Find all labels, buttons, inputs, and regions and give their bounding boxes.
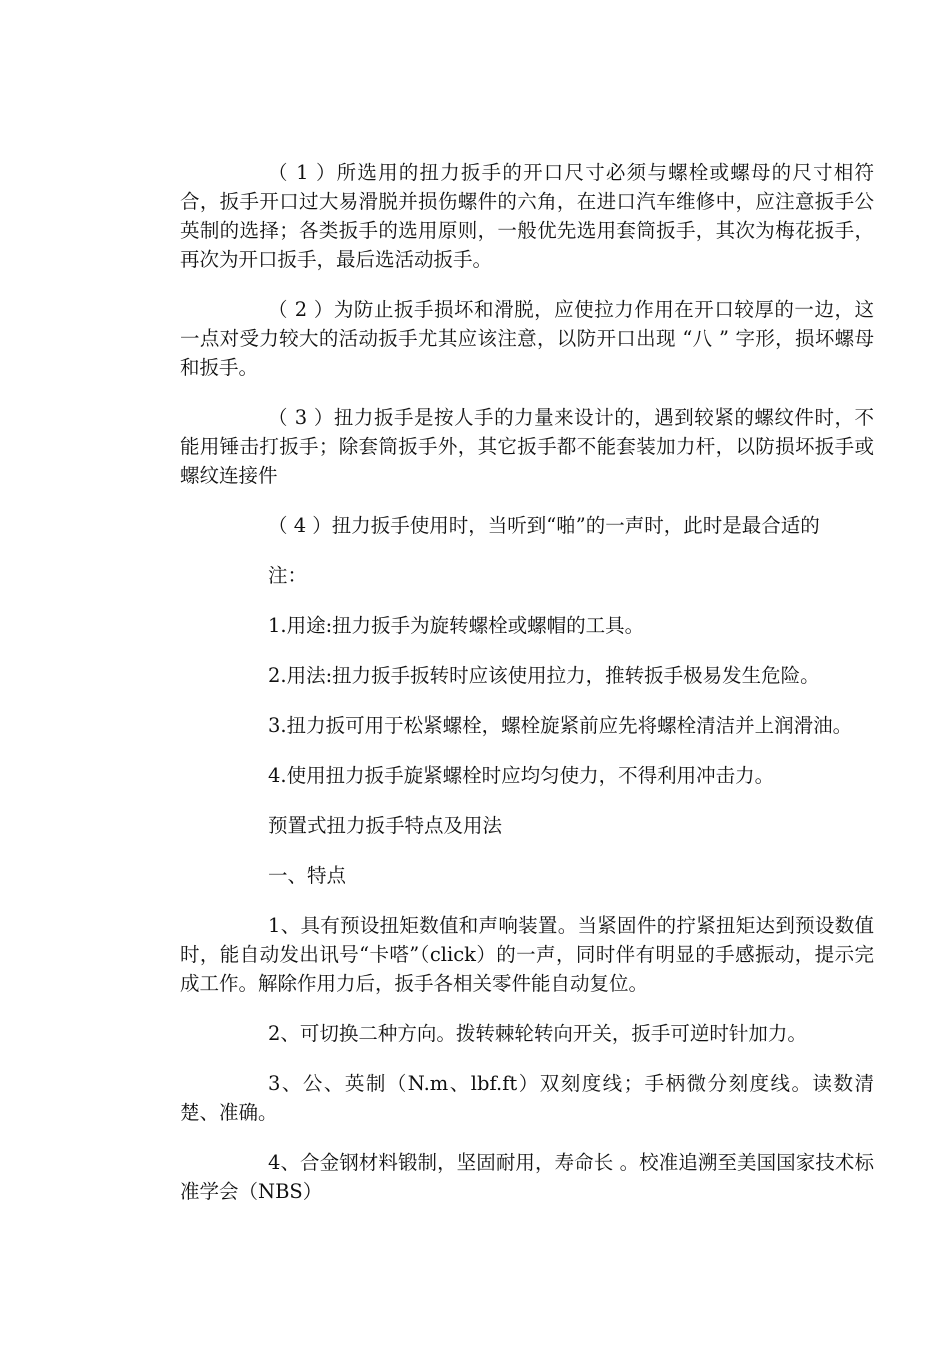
- document-body: [180, 158, 874, 1358]
- note-heading: 注：: [268, 564, 308, 587]
- feature-2: 2、可切换二种方向。拨转棘轮转向开关，扳手可逆时针加力。: [268, 1022, 807, 1045]
- paragraph-4: （ 4 ）扭力扳手使用时，当听到“啪”的一声时，此时是最合适的: [268, 514, 820, 537]
- subsection-title: 一、特点: [268, 864, 347, 887]
- paragraph-3: （ 3 ）扭力扳手是按人手的力量来设计的，遇到较紧的螺纹件时，不能用锤击打扳手；除套筒扳手外，其它扳手都不能套装加力杆，以防损坏扳手或螺纹连接件: [180, 406, 874, 487]
- section-title: 预置式扭力扳手特点及用法: [268, 814, 503, 837]
- feature-3: 3、公、英制（N.m、lbf.ft）双刻度线；手柄微分刻度线。读数清楚、准确。: [180, 1072, 874, 1124]
- feature-4: 4、合金钢材料锻制，坚固耐用，寿命长 。校准追溯至美国国家技术标准学会（NBS）: [180, 1151, 874, 1203]
- feature-1: 1、具有预设扭矩数值和声响装置。当紧固件的拧紧扭矩达到预设数值时，能自动发出讯号“卡嗒”（click）的一声，同时伴有明显的手感振动，提示完成工作。解除作用力后，扳手各相关零件能自动复位。: [180, 914, 874, 995]
- note-3: 3.扭力扳可用于松紧螺栓，螺栓旋紧前应先将螺栓清洁并上润滑油。: [268, 714, 853, 737]
- note-4: 4.使用扭力扳手旋紧螺栓时应均匀使力，不得利用冲击力。: [268, 764, 775, 787]
- note-2: 2.用法:扭力扳手扳转时应该使用拉力，推转扳手极易发生危险。: [268, 664, 820, 687]
- document-page: [180, 158, 874, 1358]
- note-1: 1.用途:扭力扳手为旋转螺栓或螺帽的工具。: [268, 614, 645, 637]
- paragraph-2: （ 2 ）为防止扳手损坏和滑脱，应使拉力作用在开口较厚的一边，这一点对受力较大的活动扳手尤其应该注意，以防开口出现 “八 ” 字形，损坏螺母和扳手。: [180, 298, 874, 379]
- paragraph-1: （ 1 ）所选用的扭力扳手的开口尺寸必须与螺栓或螺母的尺寸相符合，扳手开口过大易滑脱并损伤螺件的六角，在进口汽车维修中，应注意扳手公英制的选择；各类扳手的选用原则，一般优先选用套筒扳手，其次为梅花扳手，再次为开口扳手，最后选活动扳手。: [180, 161, 874, 271]
